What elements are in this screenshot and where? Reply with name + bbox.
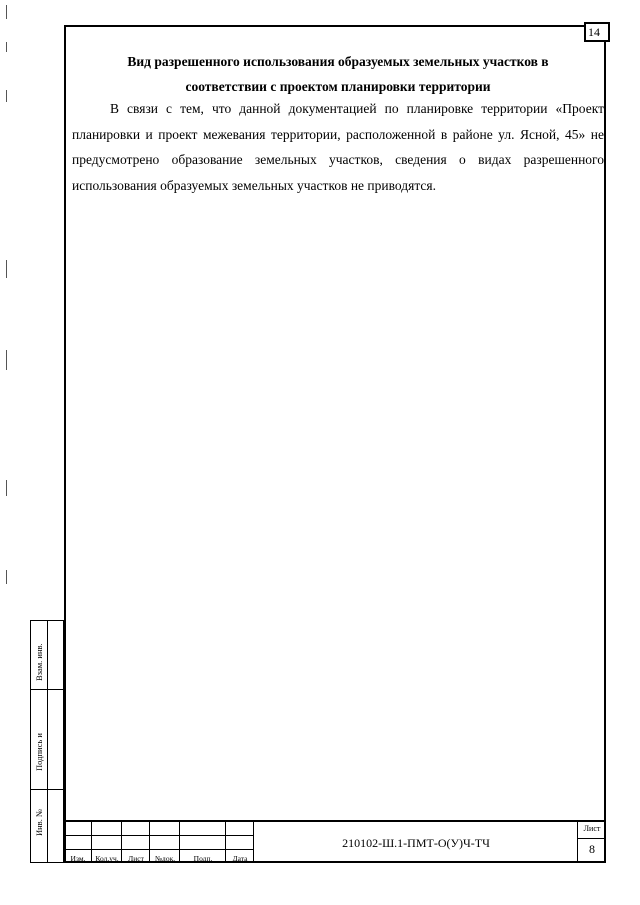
heading-line-2: соответствии с проектом планировки территории [185, 79, 491, 94]
scan-mark [6, 5, 7, 19]
scan-mark [6, 260, 7, 278]
col-kol-uch: Кол.уч. [95, 854, 119, 863]
title-block-line [578, 838, 606, 839]
strip-divider [47, 621, 48, 862]
strip-divider [31, 789, 63, 790]
col-podp: Подп. [193, 854, 213, 863]
margin-stamp-strip [30, 620, 64, 863]
scan-mark [6, 90, 7, 102]
title-block [64, 820, 606, 863]
sheet-label: Лист [583, 824, 601, 833]
inv-no-label: Инв. № [34, 808, 44, 836]
col-list: Лист [128, 854, 144, 863]
vzam-inv-label: Взам. инв. [34, 643, 44, 681]
paragraph: В связи с тем, что данной документацией по планировке территории «Проект планировки и проект межевания территории, расположенной в районе ул. Ясной, 45» не предусмотрено образование земельных участков, сведения о видах разрешенного использования образуемых земельных участков не приводятся. [72, 101, 604, 193]
scan-mark [6, 42, 7, 52]
sheet-number: 8 [589, 842, 595, 856]
strip-divider [31, 689, 63, 690]
scan-mark [6, 350, 7, 370]
heading-line-1: Вид разрешенного использования образуемых земельных участков в [127, 54, 549, 69]
body-text [72, 96, 604, 198]
corner-page-number: 14 [584, 22, 610, 42]
col-data: Дата [232, 854, 248, 863]
document-code: 210102-Ш.1-ПМТ-О(У)Ч-ТЧ [342, 836, 490, 850]
podpis-label: Подпись и [34, 733, 44, 771]
scan-mark [6, 480, 7, 496]
section-heading [70, 49, 606, 99]
scan-mark [6, 570, 7, 584]
col-izm: Изм. [70, 854, 86, 863]
col-ndok: №док. [154, 854, 176, 863]
